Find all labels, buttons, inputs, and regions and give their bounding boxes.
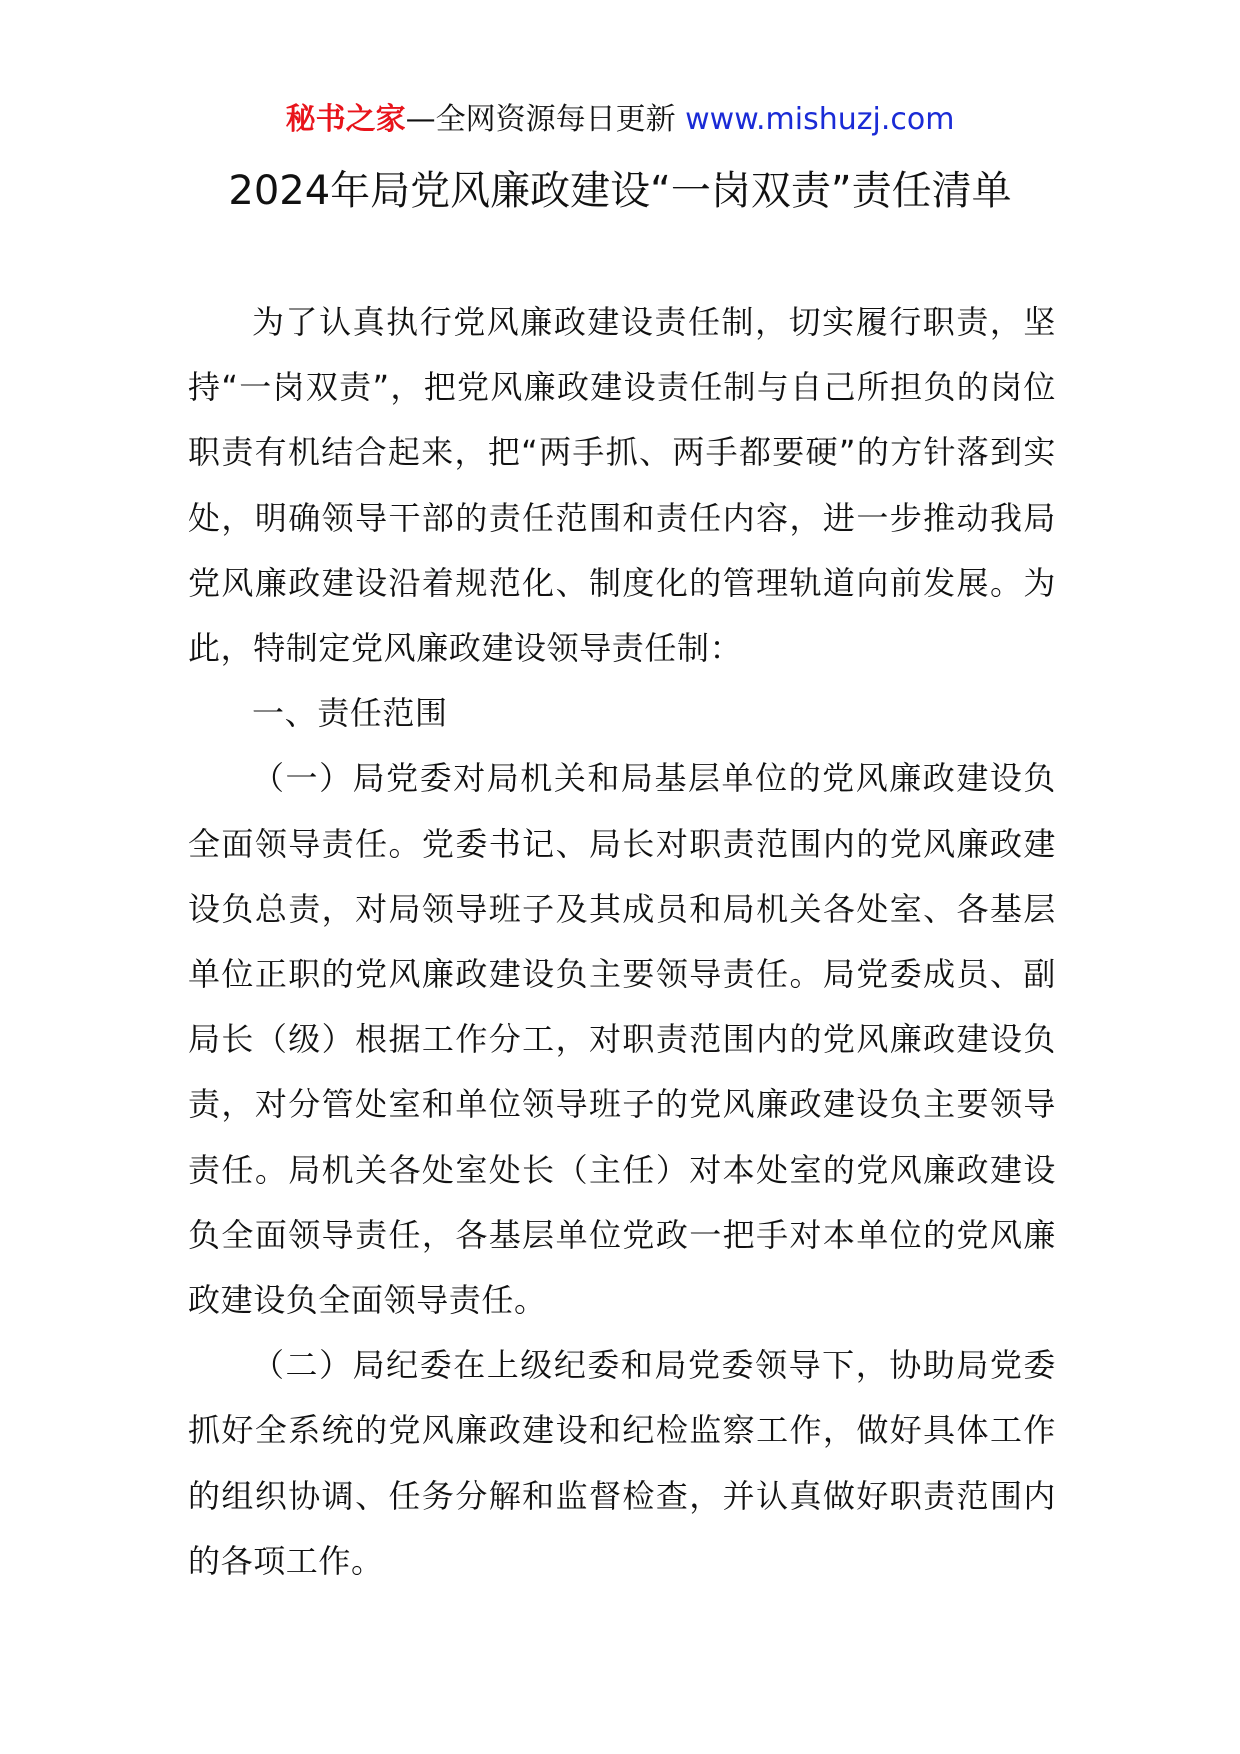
clause-paragraph: （一）局党委对局机关和局基层单位的党风廉政建设负全面领导责任。党委书记、局长对职责范围内的党风廉政建设负总责，对局领导班子及其成员和局机关各处室、各基层单位正职的党风廉政建设负主要领导责任。局党委成员、副局长（级）根据工作分工，对职责范围内的党风廉政建设负责，对分管处室和单位领导班子的党风廉政建设负主要领导责任。局机关各处室处长（主任）对本处室的党风廉政建设负全面领导责任，各基层单位党政一把手对本单位的党风廉政建设负全面领导责任。	[188, 759, 1056, 1320]
document-title: 2024年局党风廉政建设“一岗双责”责任清单	[228, 168, 1012, 214]
document-body	[188, 290, 1056, 1594]
site-slogan: —全网资源每日更新	[405, 102, 676, 137]
intro-paragraph: 为了认真执行党风廉政建设责任制，切实履行职责，坚持“一岗双责”，把党风廉政建设责任制与自己所担负的岗位职责有机结合起来，把“两手抓、两手都要硬”的方针落到实处，明确领导干部的责任范围和责任内容，进一步推动我局党风廉政建设沿着规范化、制度化的管理轨道向前发展。为此，特制定党风廉政建设领导责任制：	[188, 303, 1056, 668]
clause-paragraph: （二）局纪委在上级纪委和局党委领导下，协助局党委抓好全系统的党风廉政建设和纪检监察工作，做好具体工作的组织协调、任务分解和监督检查，并认真做好职责范围内的各项工作。	[188, 1346, 1056, 1580]
section-heading: 一、责任范围	[252, 694, 448, 733]
site-brand: 秘书之家	[285, 102, 406, 137]
site-url-link[interactable]: www.mishuzj.com	[685, 102, 955, 137]
site-header	[0, 100, 1240, 140]
